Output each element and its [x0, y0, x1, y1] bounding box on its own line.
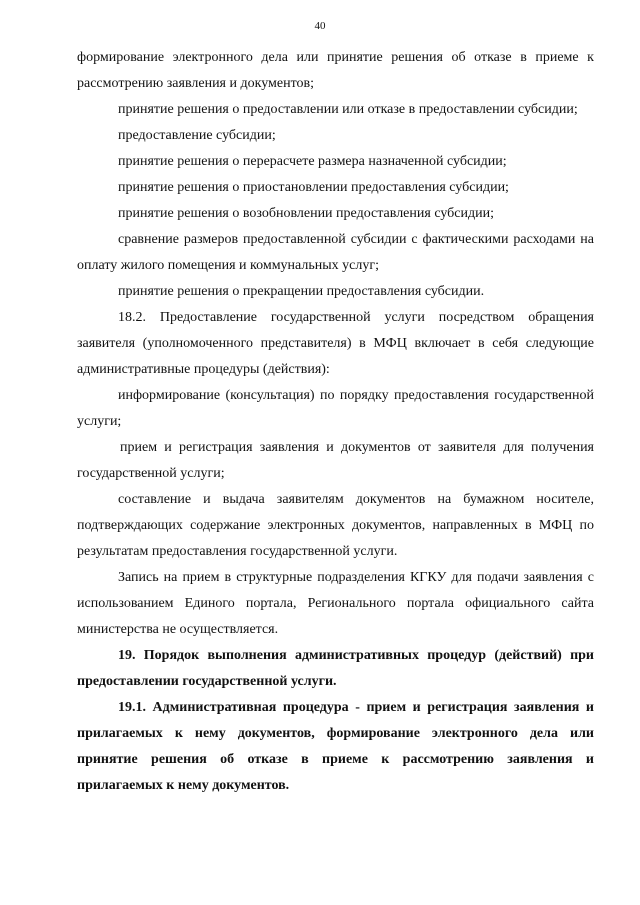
list-item: сравнение размеров предоставленной субсидии с фактическими расходами на оплату жилого помещения и коммунальных услуг;: [77, 232, 594, 273]
document-body: [77, 45, 594, 799]
list-item: принятие решения о перерасчете размера назначенной субсидии;: [118, 154, 507, 169]
section-heading-19: 19. Порядок выполнения административных процедур (действий) при предоставлении государственной услуги.: [77, 648, 594, 689]
section-heading-19-1: 19.1. Административная процедура - прием и регистрация заявления и прилагаемых к нему документов, формирование электронного дела или принятие решения об отказе в приеме к рассмотрению заявления и прилагаемых к нему документов.: [77, 700, 594, 793]
list-item: принятие решения о приостановлении предоставления субсидии;: [118, 180, 509, 195]
list-item: принятие решения о прекращении предоставления субсидии.: [118, 284, 485, 299]
paragraph-18-2: 18.2. Предоставление государственной услуги посредством обращения заявителя (уполномоченного представителя) в МФЦ включает в себя следующие административные процедуры (действия):: [77, 310, 594, 377]
list-item: предоставление субсидии;: [118, 128, 276, 143]
page-number: 40: [314, 20, 326, 32]
paragraph-appointment: Запись на прием в структурные подразделения КГКУ для подачи заявления с использованием Единого портала, Регионального портала официального сайта министерства не осуществляется.: [77, 570, 594, 637]
list-item: прием и регистрация заявления и документов от заявителя для получения государственной услуги;: [77, 440, 594, 481]
list-item: принятие решения о возобновлении предоставления субсидии;: [118, 206, 494, 221]
list-item: принятие решения о предоставлении или отказе в предоставлении субсидии;: [118, 102, 578, 117]
list-item: формирование электронного дела или принятие решения об отказе в приеме к рассмотрению заявления и документов;: [77, 50, 594, 91]
list-item: составление и выдача заявителям документов на бумажном носителе, подтверждающих содержание электронных документов, направленных в МФЦ по результатам предоставления государственной услуги.: [77, 492, 594, 559]
list-item: информирование (консультация) по порядку предоставления государственной услуги;: [77, 388, 594, 429]
